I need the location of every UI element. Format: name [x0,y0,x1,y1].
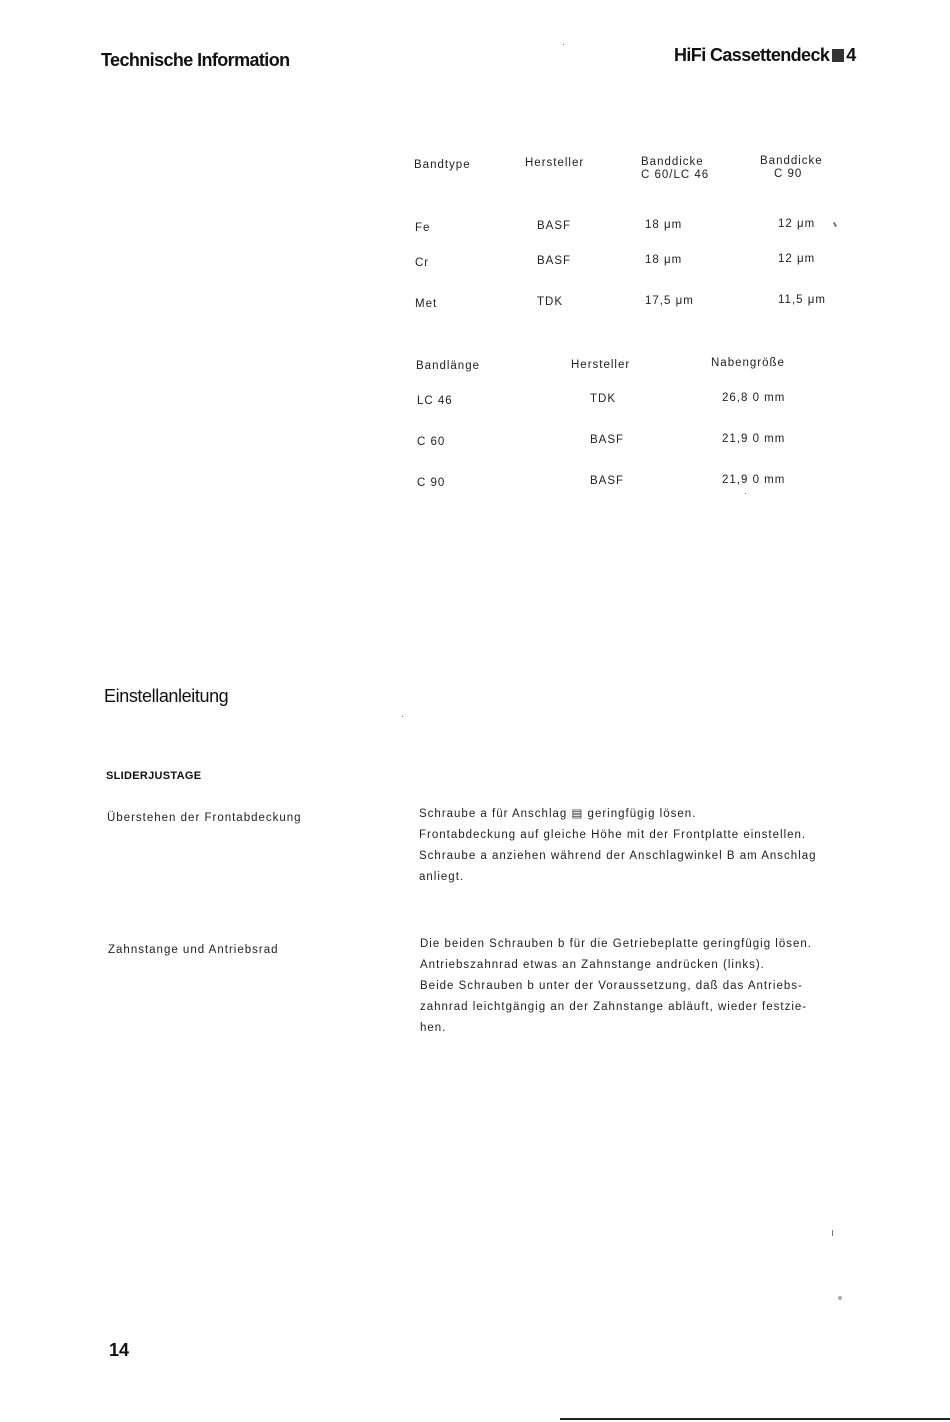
logo-mark-icon [832,49,844,62]
table-cell: 12 μm [778,218,816,230]
table-header-banddicke-1 [641,156,709,182]
text-line: Schraube a anziehen während der Anschlagwinkel B am Anschlag [419,850,817,862]
table-cell: 12 μm [778,253,816,265]
table-cell: Fe [415,222,431,234]
table-cell: BASF [537,255,572,267]
section-subtitle: SLIDERJUSTAGE [106,770,202,782]
table-cell: Cr [415,257,430,269]
table-cell: 21,9 0 mm [722,474,786,486]
scan-speck [402,716,403,717]
text-line: zahnrad leichtgängig an der Zahnstange abläuft, wieder festzie- [420,1001,808,1013]
instruction-text [419,804,899,888]
document-title: Technische Information [101,50,290,70]
header-line: C 60/LC 46 [641,169,710,181]
table-cell: Met [415,298,438,310]
header-line: C 90 [774,168,803,180]
table-cell: BASF [590,475,625,487]
scan-speck [838,1296,842,1300]
text-line: Frontabdeckung auf gleiche Höhe mit der Frontplatte einstellen. [419,829,807,841]
instruction-label: Überstehen der Frontabdeckung [107,812,302,824]
text-line: Schraube a für Anschlag ▤ geringfügig lösen. [419,808,697,820]
table-header-nabengroesse: Nabengröße [711,357,785,369]
text-line: anliegt. [419,871,465,883]
table-cell: TDK [590,393,616,405]
table-cell: C 90 [417,477,446,489]
table-header-bandtype: Bandtype [414,159,471,171]
page-number: 14 [109,1340,130,1360]
instruction-text [420,934,900,1039]
table-cell: 18 μm [645,254,683,266]
table-cell: LC 46 [417,395,453,407]
table-header-banddicke-2 [760,155,823,181]
scan-speck [745,493,746,494]
text-line: Die beiden Schrauben b für die Getriebeplatte geringfügig lösen. [420,938,812,950]
text-line: Beide Schrauben b unter der Voraussetzung, daß das Antriebs- [420,980,803,992]
scan-edge-line [560,1418,950,1420]
scan-speck [563,44,564,45]
scan-speck [833,222,837,227]
header-line: Banddicke [641,156,704,168]
table-header-hersteller: Hersteller [525,157,585,169]
instruction-label: Zahnstange und Antriebsrad [108,944,279,956]
table-cell: 21,9 0 mm [722,433,786,445]
table-header-bandlaenge: Bandlänge [416,360,480,372]
table-cell: TDK [537,296,563,308]
product-name: HiFi Cassettendeck [674,45,830,65]
table-cell: BASF [537,220,572,232]
text-line: Antriebszahnrad etwas an Zahnstange andrücken (links). [420,959,765,971]
table-cell: 18 μm [645,219,683,231]
table-cell: 26,8 0 mm [722,392,786,404]
header-line: Banddicke [760,155,823,167]
table-cell: BASF [590,434,625,446]
product-number: 4 [846,45,856,65]
table-cell: C 60 [417,436,446,448]
section-title: Einstellanleitung [104,686,229,706]
text-line: hen. [420,1022,447,1034]
scan-speck [832,1230,833,1236]
table-cell: 11,5 μm [778,294,826,306]
table-cell: 17,5 μm [645,295,694,307]
table-header-hersteller: Hersteller [571,359,631,371]
product-title [674,45,856,66]
